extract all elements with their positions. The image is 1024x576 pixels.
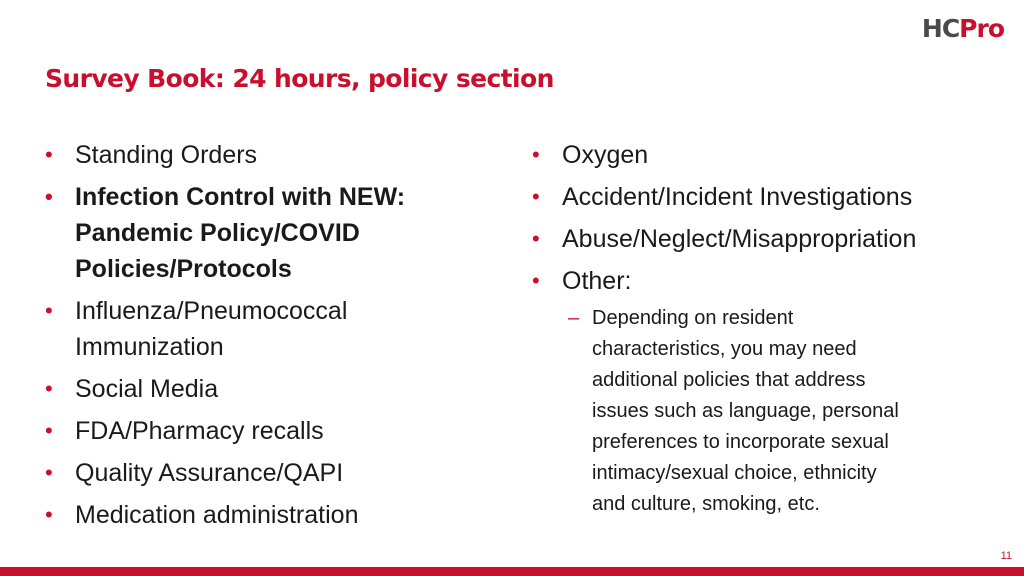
sub-bullet-list [562,303,1002,520]
sub-bullet-text-line: intimacy/sexual choice, ethnicity [592,462,877,484]
sub-bullet-text-line: issues such as language, personal [592,400,899,422]
sub-bullet-text-line: preferences to incorporate sexual [592,431,889,453]
sub-bullet-text-line: characteristics, you may need [592,338,857,360]
list-item [45,293,485,365]
list-item [532,221,1002,257]
left-bullet-list [45,137,485,539]
list-item [45,371,485,407]
bullet-text: Standing Orders [75,141,258,169]
bullet-icon: • [45,502,53,527]
bullet-icon: • [45,376,53,401]
bullet-text: Medication administration [75,501,359,529]
sub-bullet-text-line: additional policies that address [592,369,866,391]
bullet-text-line: Influenza/Pneumococcal [75,297,348,325]
logo-hc: HC [921,14,960,43]
bullet-icon: • [45,142,53,167]
bullet-icon: • [45,418,53,443]
list-item [45,179,485,287]
bullet-icon: • [532,226,540,251]
list-item [45,497,485,533]
bullet-text-line: Immunization [75,333,224,361]
bullet-text: FDA/Pharmacy recalls [75,417,324,445]
bullet-text-line: Policies/Protocols [75,255,292,283]
bullet-text: Abuse/Neglect/Misappropriation [562,225,917,253]
bullet-icon: • [532,268,540,293]
slide-title: Survey Book: 24 hours, policy section [45,64,554,93]
bullet-icon: • [45,460,53,485]
bullet-text: Other: [562,267,632,295]
sub-bullet-text-line: Depending on resident [592,307,794,329]
bullet-text: Accident/Incident Investigations [562,183,913,211]
list-item [45,455,485,491]
sub-bullet-text-line: and culture, smoking, etc. [592,493,820,515]
list-item [532,137,1002,173]
bullet-text: Social Media [75,375,219,403]
logo-pro: Pro [959,14,1004,43]
list-item [45,413,485,449]
footer-bar [0,567,1024,576]
page-number: 11 [1000,550,1012,562]
bullet-icon: • [45,298,53,323]
bullet-text-line: Infection Control with NEW: [75,183,406,211]
list-item [45,137,485,173]
list-item [532,179,1002,215]
bullet-icon: • [45,184,53,209]
sub-list-item [558,303,1002,520]
bullet-text: Oxygen [562,141,649,169]
right-bullet-list [532,137,1002,526]
bullet-icon: • [532,184,540,209]
bullet-text: Quality Assurance/QAPI [75,459,344,487]
bullet-icon: • [532,142,540,167]
dash-icon: – [568,307,580,329]
logo [922,16,1004,41]
bullet-text-line: Pandemic Policy/COVID [75,219,360,247]
list-item [532,263,1002,520]
